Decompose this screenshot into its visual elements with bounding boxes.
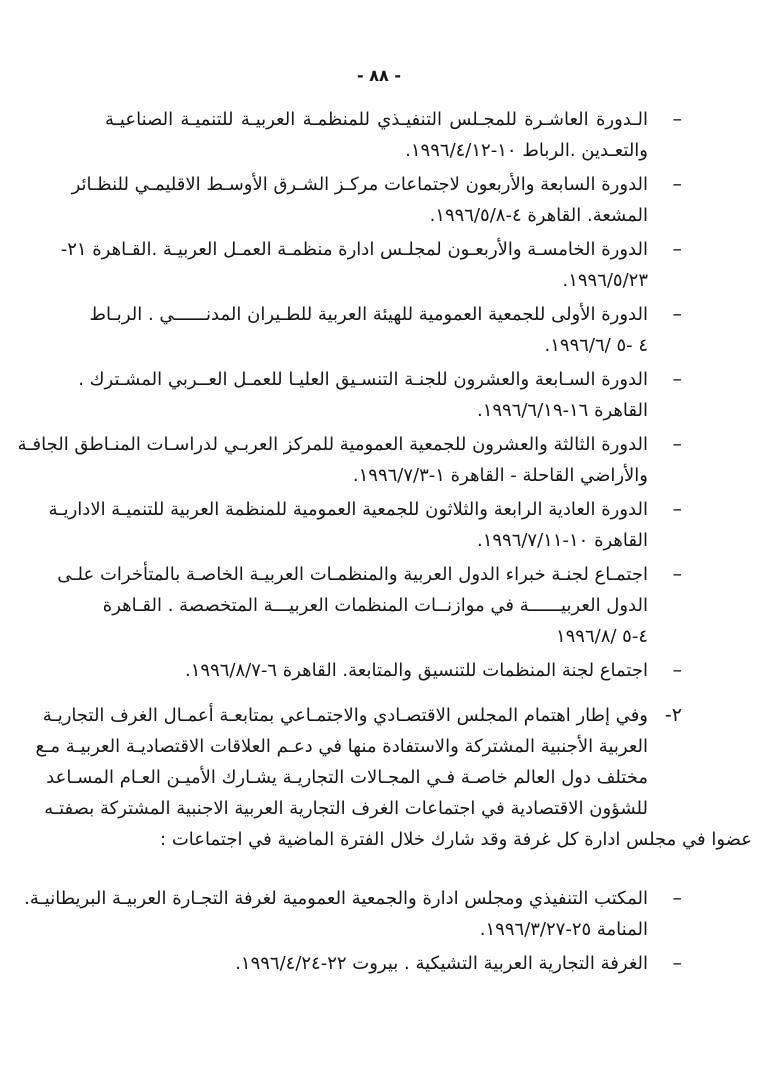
paragraph-line: مختلف دول العالم خاصـة فـي المجـالات التجاريـة يشـارك الأميـن العـام المسـاعد <box>46 767 648 788</box>
paragraph-line: وفي إطار اهتمام المجلس الاقتصـادي والاجتمـاعي بمتابعـة أعمـال الغرف التجاريـة <box>42 705 648 726</box>
list-item <box>0 948 758 979</box>
list-item <box>0 104 758 166</box>
list-item <box>0 299 758 361</box>
item-line: ١٩٩٦/٥/٢٣. <box>562 270 648 291</box>
list-item <box>0 429 758 491</box>
list-item <box>0 559 758 652</box>
list-item <box>0 655 758 686</box>
item-dash: – <box>672 238 682 260</box>
item-dash: – <box>672 952 682 974</box>
item-line: ٤ -٥ /١٩٩٦/٦. <box>544 335 648 356</box>
item-dash: – <box>672 498 682 520</box>
item-line: اجتماع لجنة المنظمات للتنسيق والمتابعة. القاهرة ٦-١٩٩٦/٨/٧. <box>185 660 648 681</box>
chambers-list <box>0 883 758 979</box>
item-line: القاهرة ١٠-١٩٩٦/٧/١١. <box>476 530 648 551</box>
list-item <box>0 494 758 556</box>
item-dash: – <box>672 108 682 130</box>
paragraph-line: العربية الأجنبية المشتركة والاستفادة منها في دعـم العلاقات الاقتصاديـة العربيـة مـع <box>35 736 648 757</box>
item-dash: – <box>672 303 682 325</box>
item-line: الدورة الأولى للجمعية العمومية للهيئة العربية للطـيران المدنــــــي . الربـاط <box>89 304 648 325</box>
sessions-list <box>0 104 758 686</box>
list-item <box>0 883 758 945</box>
item-dash: – <box>672 173 682 195</box>
paragraph-number: ٢- <box>664 704 682 726</box>
item-dash: – <box>672 659 682 681</box>
item-line: الـدورة العاشـرة للمجـلس التنفيـذي للمنظمـة العربيـة للتنميـة الصناعيـة <box>105 109 648 130</box>
item-line: الدورة الخامسـة والأربعـون لمجلـس ادارة منظمـة العمـل العربيـة .القـاهرة ٢١- <box>60 239 648 260</box>
list-item <box>0 364 758 426</box>
item-line: الدورة العادية الرابعة والثلاثون للجمعية العمومية للمنظمة العربية للتنميـة الاداريـة <box>48 499 648 520</box>
page-number: - ٨٨ - <box>357 66 401 85</box>
list-item <box>0 234 758 296</box>
item-line: الغرفة التجارية العربية التشيكية . بيروت ٢٢-١٩٩٦/٤/٢٤. <box>235 953 648 974</box>
item-dash: – <box>672 887 682 909</box>
item-dash: – <box>672 433 682 455</box>
item-line: المكتب التنفيذي ومجلس ادارة والجمعية العمومية لغرفة التجـارة العربيـة البريطانيـة. <box>24 888 648 909</box>
item-line: الدورة السابعة والأربعون لاجتماعات مركـز الشـرق الأوسـط الاقليمـي للنظـائر <box>71 174 648 195</box>
paragraph-2 <box>0 700 758 855</box>
item-line: اجتمـاع لجنـة خبراء الدول العربية والمنظمـات العربيـة الخاصـة بالمتأخرات علـى <box>57 564 648 585</box>
item-line: الدورة الثالثة والعشرون للجمعية العمومية للمركز العربـي لدراسـات المنـاطق الجافـة <box>17 434 648 455</box>
paragraph-line: للشؤون الاقتصادية في اجتماعات الغرف التجارية العربية الاجنبية المشتركة بصفتـه <box>44 798 648 819</box>
item-line: ٤-٥ /١٩٩٦/٨ <box>555 626 648 647</box>
paragraph-line: عضوا في مجلس ادارة كل غرفة وقد شارك خلال الفترة الماضية في اجتماعات : <box>160 829 752 850</box>
item-dash: – <box>672 563 682 585</box>
item-line: المنامة ٢٥-١٩٩٦/٣/٢٧. <box>479 919 648 940</box>
item-line: الدول العربيــــــة في موازنــات المنظمات العربيـــة المتخصصة . القـاهرة <box>102 595 648 616</box>
item-line: المشعة. القاهرة ٤-١٩٩٦/٥/٨. <box>429 205 648 226</box>
list-item <box>0 169 758 231</box>
page-body <box>0 104 758 982</box>
item-line: والتعـدين .الرباط ١٠-١٩٩٦/٤/١٢. <box>405 140 648 161</box>
item-line: والأراضي القاحلة - القاهرة ١-١٩٩٦/٧/٣. <box>352 465 648 486</box>
item-line: الدورة السـابعة والعشرون للجنـة التنسـيق العليـا للعمـل العــربي المشـترك . <box>78 369 648 390</box>
item-line: القاهرة ١٦-١٩٩٦/٦/١٩. <box>476 400 648 421</box>
item-dash: – <box>672 368 682 390</box>
